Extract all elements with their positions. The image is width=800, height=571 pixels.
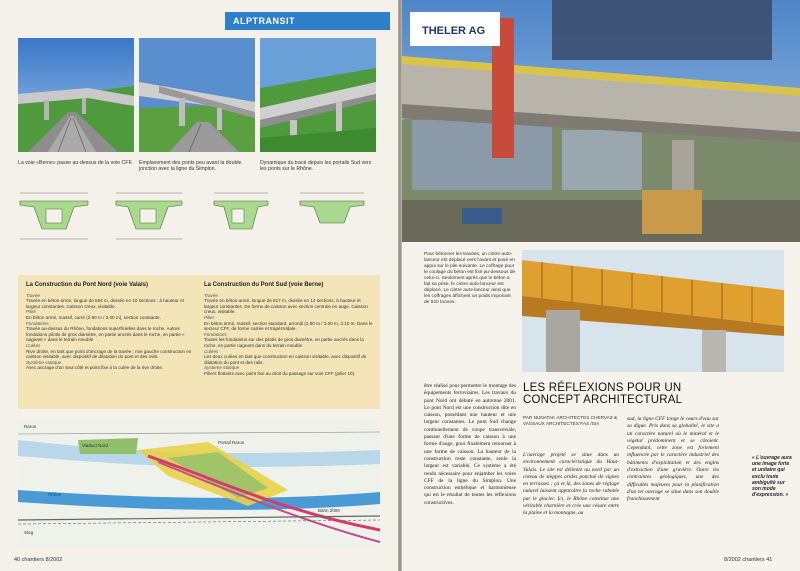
north-item-text: Travée au-dessus du Rhône, fondations superficielles dans le roche. Autres fondations pilotis de gros diamètre, en partie ancrés dans le roche, en partie « nageant » dans le terrain meuble <box>26 326 185 343</box>
magazine-name: 8/2002 chantiers <box>724 557 765 563</box>
north-item-label: Travée <box>26 292 40 298</box>
footer-left <box>14 557 62 563</box>
south-item-label: Travée <box>204 292 218 298</box>
south-item-text: Piliers flottants avec point fixe au droit du passage sur voie CFF (pilier 10). <box>204 370 356 376</box>
north-item-label: Culées <box>26 342 41 348</box>
render-bridge-dynamics <box>260 38 376 152</box>
map-label: Steg <box>24 530 34 535</box>
map-label: Rhône <box>48 492 62 497</box>
sign-text: THELER AG <box>422 25 486 37</box>
article-title: LES RÉFLEXIONS POUR UN CONCEPT ARCHITECTURAL <box>523 382 683 406</box>
right-page <box>402 0 800 571</box>
pull-quote: « L'ouvrage aura une image forte et unitaire qui exclu toute ambiguïté sur son mode d'expression. » <box>752 455 792 499</box>
map-label: Bahn 2000 <box>318 508 340 513</box>
north-item-label: Système statique <box>26 359 62 365</box>
photo-formwork <box>522 250 784 372</box>
map-label: Viaduct Nord <box>82 443 108 448</box>
photo-launching-gantry <box>402 0 800 242</box>
magazine-name: chantiers 8/2002 <box>21 557 63 563</box>
page-number: 41 <box>766 557 773 563</box>
section-header-label: ALPTRANSIT <box>233 16 295 26</box>
left-page <box>0 0 398 571</box>
south-item-label: Système statique <box>204 365 240 371</box>
body-column-1: être réalisé pour permettre le montage des équipements ferroviaires. Les travaux du pont Nord ont débuté en automne 2001. Le pont Nord est une construction dite en caisson, possédant une hauteur et une largeur constantes. Le pont Sud change continuellement de coupe transversale, passant d'une forme de caisson à une forme d'auge, pour finalement retourner à une forme de caisson. La hauteur de la construction reste constante, seule la largeur est variable. Ce système a été rendu nécessaire pour enjamber les voies CFF de la ligne du Simplon. Une construction esthétique et harmonieuse qui est le résultat de toutes les réflexions constructives. <box>424 383 516 506</box>
render-caption-2: Emplacement des ponts peu avant la double jonction avec la ligne du Simplon. <box>139 160 242 173</box>
south-item-text: Les deux culées en tant que construction en caisson visitable, avec dispositif de dilatation du pont et des rails. <box>204 354 367 365</box>
north-item-text: Rive droite, en tant que point d'ancrage de la travée ; rive gauche construction en caisson visitable, avec dispositif de dilatation du pont et des rails. <box>26 348 192 360</box>
footer-right <box>724 557 772 563</box>
body-column-3: sud, la ligne CFF longe le cours d'eau sur sa digue. Pris dans sa globalité, le site a un caractère naturel où le minéral et le végétal prédominent et se côtoient. Cependant, cette zone est fortement influencée par le caractère industriel des bâtiments d'exploitation et des engins d'extraction d'une gravière. Outre les contraintes géologiques, une des difficultés majeures pour la planification d'un tel ouvrage se situe dans son double franchissement <box>627 416 719 503</box>
render-bridge-over-cff <box>18 38 134 152</box>
photo-caption: Pour bétonner les travées, un cintre auto-lanceur est déplacé vers l'avant et posé en appui sur le pile suivante. Le coffrage pour le coulage du béton est fixé au-dessous de celui-ci. Seulement après que le béton a fait sa prise, le cintre auto-lanceur est déplacé. Le cintre auto-lanceur ainsi que les coffrages affichent un poids imposant de 920 tonnes. <box>424 252 516 305</box>
north-item-label: Pilier <box>26 309 37 315</box>
south-item-label: Fondations <box>204 331 227 337</box>
south-item-text: Travée en béton armé, longue de 817 m, divisée en 14 sections, à hauteur et largeur constantes. De forme de caisson avec section centrale en auge. Caisson creux, visitable. <box>204 298 368 315</box>
map-label: Raron <box>24 424 37 429</box>
south-item-label: Pilier <box>204 314 215 320</box>
north-item-label: Fondations <box>26 320 49 326</box>
cross-section-drawings <box>18 185 378 253</box>
render-caption-3: Dynamique du tracé depuis les portails Sud vers les ponts sur le Rhône. <box>260 160 372 173</box>
construction-info-box <box>18 275 380 409</box>
section-header <box>225 12 390 30</box>
north-item-text: Avec ancrage d'un seul côté et point fixe à la culée de la rive droite. <box>26 365 164 371</box>
map-label: Portail Raron <box>218 440 245 445</box>
south-item-text: En béton armé, massif, section standard, arrondi (2.80 m / 3.00 m, 3.10 m. Dans le secteur CFF, de forme carrée et trapézoïdale. <box>204 320 373 332</box>
render-bridge-junction <box>139 38 255 152</box>
south-bridge-column <box>204 283 374 377</box>
site-map <box>18 420 380 548</box>
south-item-text: Toutes les fondations sur des pilotis de gros diamètre, en partie ancrés dans la roche, en partie nageant dans du terrain meuble <box>204 337 364 348</box>
north-item-text: Travée en béton armé, longue de 554 m, divisée en 10 sections ; à hauteur et largeur constantes. Caisson creux, visitable. <box>26 298 184 309</box>
page-number: 40 <box>14 557 21 563</box>
article-authors: PAR NUNATAK ARCHITECTES CHERVAZ & VASSAUX ARCHITECTES FAS /SIA <box>523 415 618 426</box>
south-item-label: Culées <box>204 348 219 354</box>
north-item-text: En béton armé, massif, carré (2.80 m / 3.00 m), section constante. <box>26 314 161 320</box>
render-caption-1: La voie «Berne» passe au-dessus de la voie CFF. <box>18 160 133 166</box>
north-bridge-title: La Construction du Pont Nord (voie Valais) <box>26 282 149 288</box>
south-bridge-title: La Construction du Pont Sud (voie Berne) <box>204 282 324 288</box>
north-bridge-column <box>26 283 196 371</box>
body-column-2: L'ouvrage projeté se situe dans un environnement caractéristique du Haut-Valais. Le site est délimité au nord par un coteau de steppes arides ponctué de vignes en terrasses ; çà et là, des zones de réglage naturel laissent apparaître la roche rabotée par le glacier. Ici, le Rhône constitue une véritable charnière et crée une césure entre la plaine et la montagne, au <box>523 452 619 517</box>
